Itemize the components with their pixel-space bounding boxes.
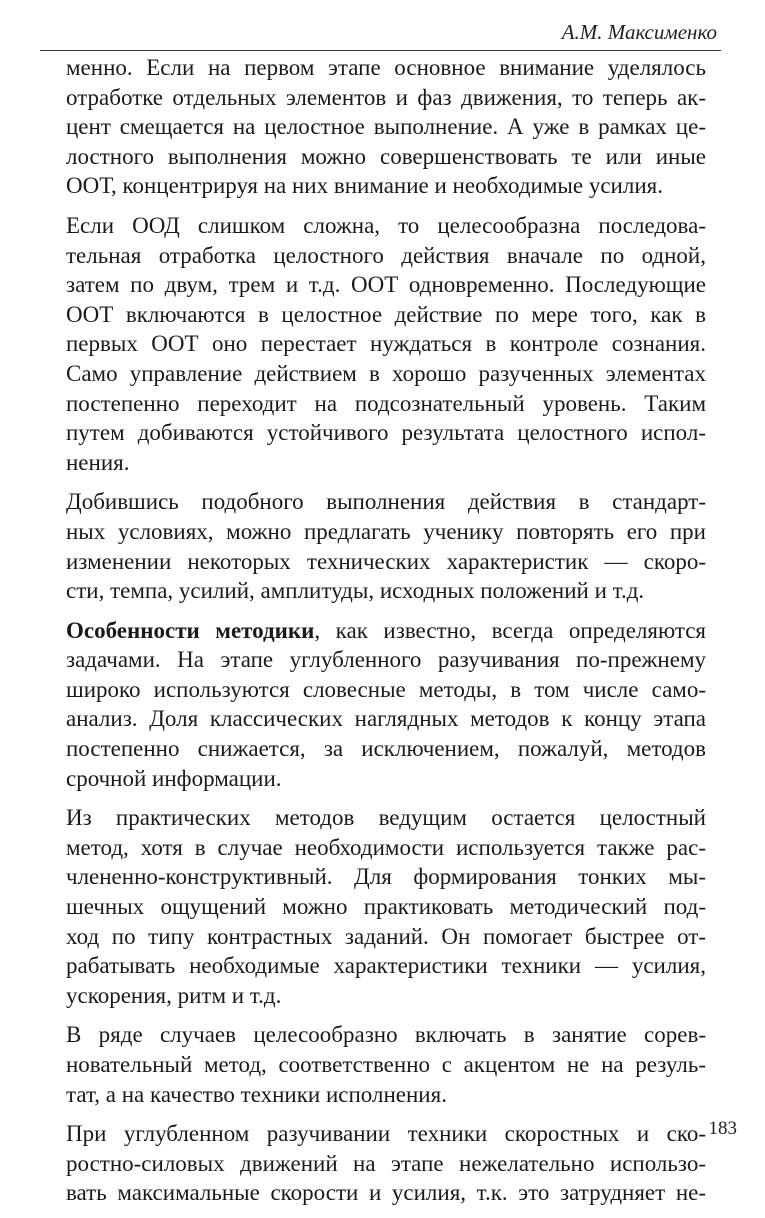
text-line: тат, а на качество техники исполнения. [66, 1081, 447, 1107]
text-line: ных условиях, можно предлагать ученику повторять его при [66, 518, 706, 544]
paragraph-5 [66, 803, 706, 1010]
text-line: постепенно переходит на подсознательный уровень. Таким [66, 390, 706, 416]
text-line: ООТ, концентрируя на них внимание и необходимые усилия. [66, 173, 663, 199]
text-line: члененно-конструктивный. Для формирования тонких мы- [66, 864, 706, 890]
text-line: отработке отдельных элементов и фаз движения, то теперь ак- [66, 84, 706, 110]
text-line: затем по двум, трем и т.д. ООТ одновременно. Последующие [66, 272, 706, 298]
paragraph-1 [66, 53, 706, 201]
paragraph-7 [66, 1119, 706, 1208]
text-line: ООТ включаются в целостное действие по мере того, как в [66, 301, 706, 327]
text-line: постепенно снижается, за исключением, пожалуй, методов [66, 736, 706, 762]
text-line: Из практических методов ведущим остается целостный [66, 805, 706, 831]
text-line: При углубленном разучивании техники скоростных и ско- [66, 1121, 706, 1147]
text-line: изменении некоторых технических характеристик — скоро- [66, 548, 706, 574]
running-head: А.М. Максименко [561, 20, 717, 44]
text-line: лостного выполнения можно совершенствовать те или иные [66, 143, 706, 169]
text-line: ход по типу контрастных заданий. Он помогает быстрее от- [66, 923, 706, 949]
text-line: анализ. Доля классических наглядных методов к концу этапа [66, 706, 706, 732]
bold-lead-phrase: Особенности методики [66, 617, 315, 643]
text-line: менно. Если на первом этапе основное внимание уделялось [66, 55, 706, 80]
text-line: вать максимальные скорости и усилия, т.к. это затрудняет не- [66, 1180, 706, 1206]
paragraph-4 [66, 616, 706, 794]
text-line: срочной информации. [66, 765, 282, 791]
text-line: Добившись подобного выполнения действия в стандарт- [66, 489, 706, 515]
text-line: цент смещается на целостное выполнение. А уже в рамках це- [66, 114, 706, 140]
text-line: путем добиваются устойчивого результата целостного испол- [66, 420, 706, 446]
text-line: шечных ощущений можно практиковать методический под- [66, 894, 706, 920]
page-number: 183 [708, 1118, 737, 1139]
text-line: нения. [66, 449, 130, 475]
paragraph-3 [66, 487, 706, 605]
text-line [66, 616, 706, 646]
lead-line-rest: , как известно, всегда определяются [314, 617, 706, 643]
paragraph-2 [66, 211, 706, 477]
text-line: сти, темпа, усилий, амплитуды, исходных положений и т.д. [66, 578, 645, 604]
text-line: Само управление действием в хорошо разученных элементах [66, 360, 706, 386]
text-line: новательный метод, соответственно с акцентом не на резуль- [66, 1052, 706, 1077]
text-line: первых ООТ оно перестает нуждаться в контроле сознания. [66, 331, 706, 357]
text-line: рабатывать необходимые характеристики техники — усилия, [66, 953, 706, 979]
text-line: широко используются словесные методы, в том числе само- [66, 676, 706, 702]
body-text [66, 53, 706, 1218]
text-line: ускорения, ритм и т.д. [66, 982, 282, 1008]
text-line: В ряде случаев целесообразно включать в занятие сорев- [66, 1022, 706, 1048]
text-line: метод, хотя в случае необходимости используется также рас- [66, 834, 706, 860]
text-line: Если ООД слишком сложна, то целесообразна последова- [66, 212, 706, 238]
text-line: тельная отработка целостного действия вначале по одной, [66, 242, 706, 268]
header-rule [40, 50, 721, 51]
text-line: задачами. На этапе углубленного разучивания по-прежнему [66, 647, 706, 673]
text-line: ростно-силовых движений на этапе нежелательно использо- [66, 1150, 706, 1176]
paragraph-6 [66, 1020, 706, 1109]
